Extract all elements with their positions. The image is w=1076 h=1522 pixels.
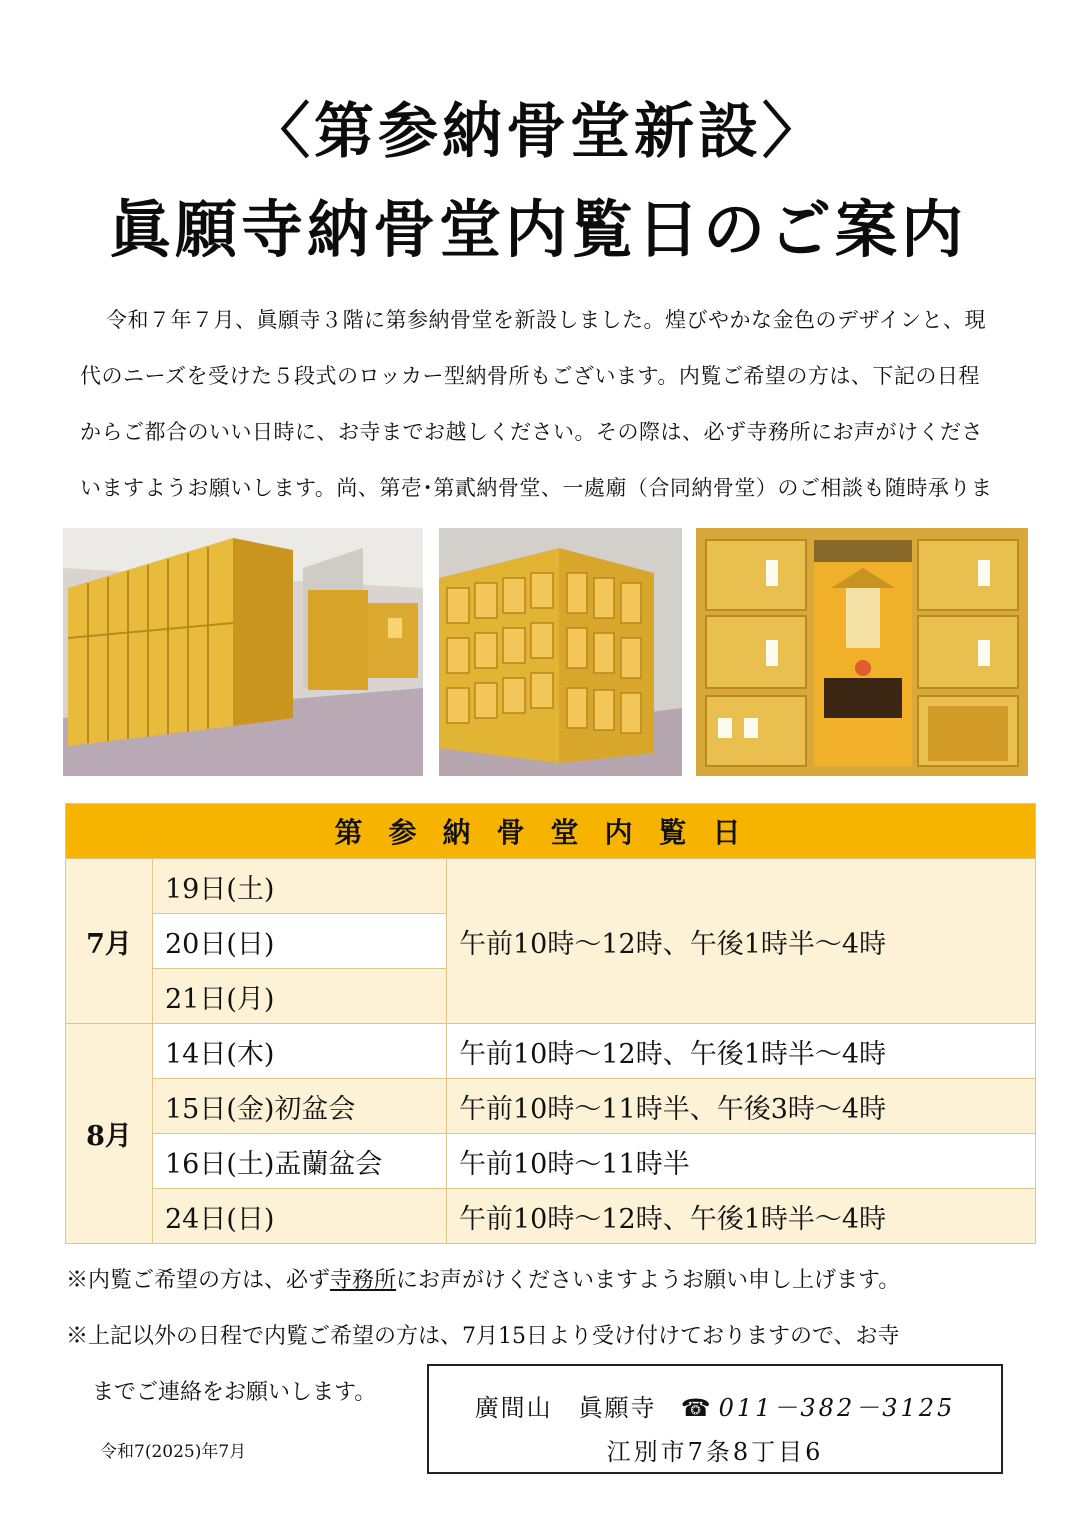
photo-locker-room bbox=[63, 528, 423, 776]
time-august-14: 午前10時～12時、午後1時半～4時 bbox=[447, 1024, 1036, 1079]
day-august-24: 24日(日) bbox=[153, 1189, 447, 1244]
intro-line-1: 令和７年７月、眞願寺３階に第参納骨堂を新設しました。煌びやかな金色のデザインと、現 bbox=[106, 308, 987, 332]
intro-line-3: からご都合のいい日時に、お寺までお越しください。その際は、必ず寺務所にお声がけくださいますよ bbox=[80, 420, 983, 500]
day-august-14: 14日(木) bbox=[153, 1024, 447, 1079]
issue-date: 令和7(2025)年7月 bbox=[100, 1442, 247, 1462]
time-august-24: 午前10時～12時、午後1時半～4時 bbox=[447, 1189, 1036, 1244]
schedule-table bbox=[65, 803, 1036, 1244]
schedule-header: 第参納骨堂内覧日 bbox=[66, 804, 1036, 859]
intro-line-2: 代のニーズを受けた５段式のロッカー型納骨所もございます。内覧ご希望の方は、下記の日程 bbox=[80, 364, 980, 388]
note-1-office: 寺務所 bbox=[330, 1268, 397, 1293]
day-july-21: 21日(月) bbox=[153, 969, 447, 1024]
note-other-dates-line-2: までご連絡をお願いします。 bbox=[92, 1380, 377, 1405]
note-other-dates-line-1: ※上記以外の日程で内覧ご希望の方は、7月15日より受け付けておりますので、お寺 bbox=[66, 1324, 900, 1349]
title-line-2: 眞願寺納骨堂内覧日のご案内 bbox=[108, 193, 967, 266]
day-august-16: 16日(土)盂蘭盆会 bbox=[153, 1134, 447, 1189]
address: 江別市7条8丁目6 bbox=[606, 1438, 824, 1466]
note-1-post: にお声がけくださいますようお願い申し上げます。 bbox=[396, 1268, 901, 1293]
title-line-1: 〈第参納骨堂新設〉 bbox=[250, 97, 826, 167]
intro-line-4: うお願いします。尚、第壱･第貳納骨堂、一處廟（合同納骨堂）のご相談も随時承りま bbox=[166, 476, 993, 500]
month-august: 8月 bbox=[66, 1024, 153, 1244]
day-july-20: 20日(日) bbox=[153, 914, 447, 969]
time-august-15: 午前10時～11時半、午後3時～4時 bbox=[447, 1079, 1036, 1134]
note-1-pre: ※内覧ご希望の方は、必ず bbox=[66, 1268, 331, 1293]
phone-number[interactable]: 011－382－3125 bbox=[718, 1394, 956, 1422]
day-july-19: 19日(土) bbox=[153, 859, 447, 914]
temple-name: 廣間山 眞願寺 bbox=[474, 1394, 657, 1422]
contact-box bbox=[427, 1364, 1003, 1474]
telephone-icon: ☎ bbox=[680, 1394, 713, 1422]
day-august-15: 15日(金)初盆会 bbox=[153, 1079, 447, 1134]
month-july: 7月 bbox=[66, 859, 153, 1024]
photo-altar-closeup bbox=[696, 528, 1028, 776]
time-july: 午前10時～12時、午後1時半～4時 bbox=[447, 859, 1036, 1024]
time-august-16: 午前10時～11時半 bbox=[447, 1134, 1036, 1189]
photo-locker-corner bbox=[439, 528, 682, 776]
note-visit-request bbox=[66, 1266, 900, 1296]
